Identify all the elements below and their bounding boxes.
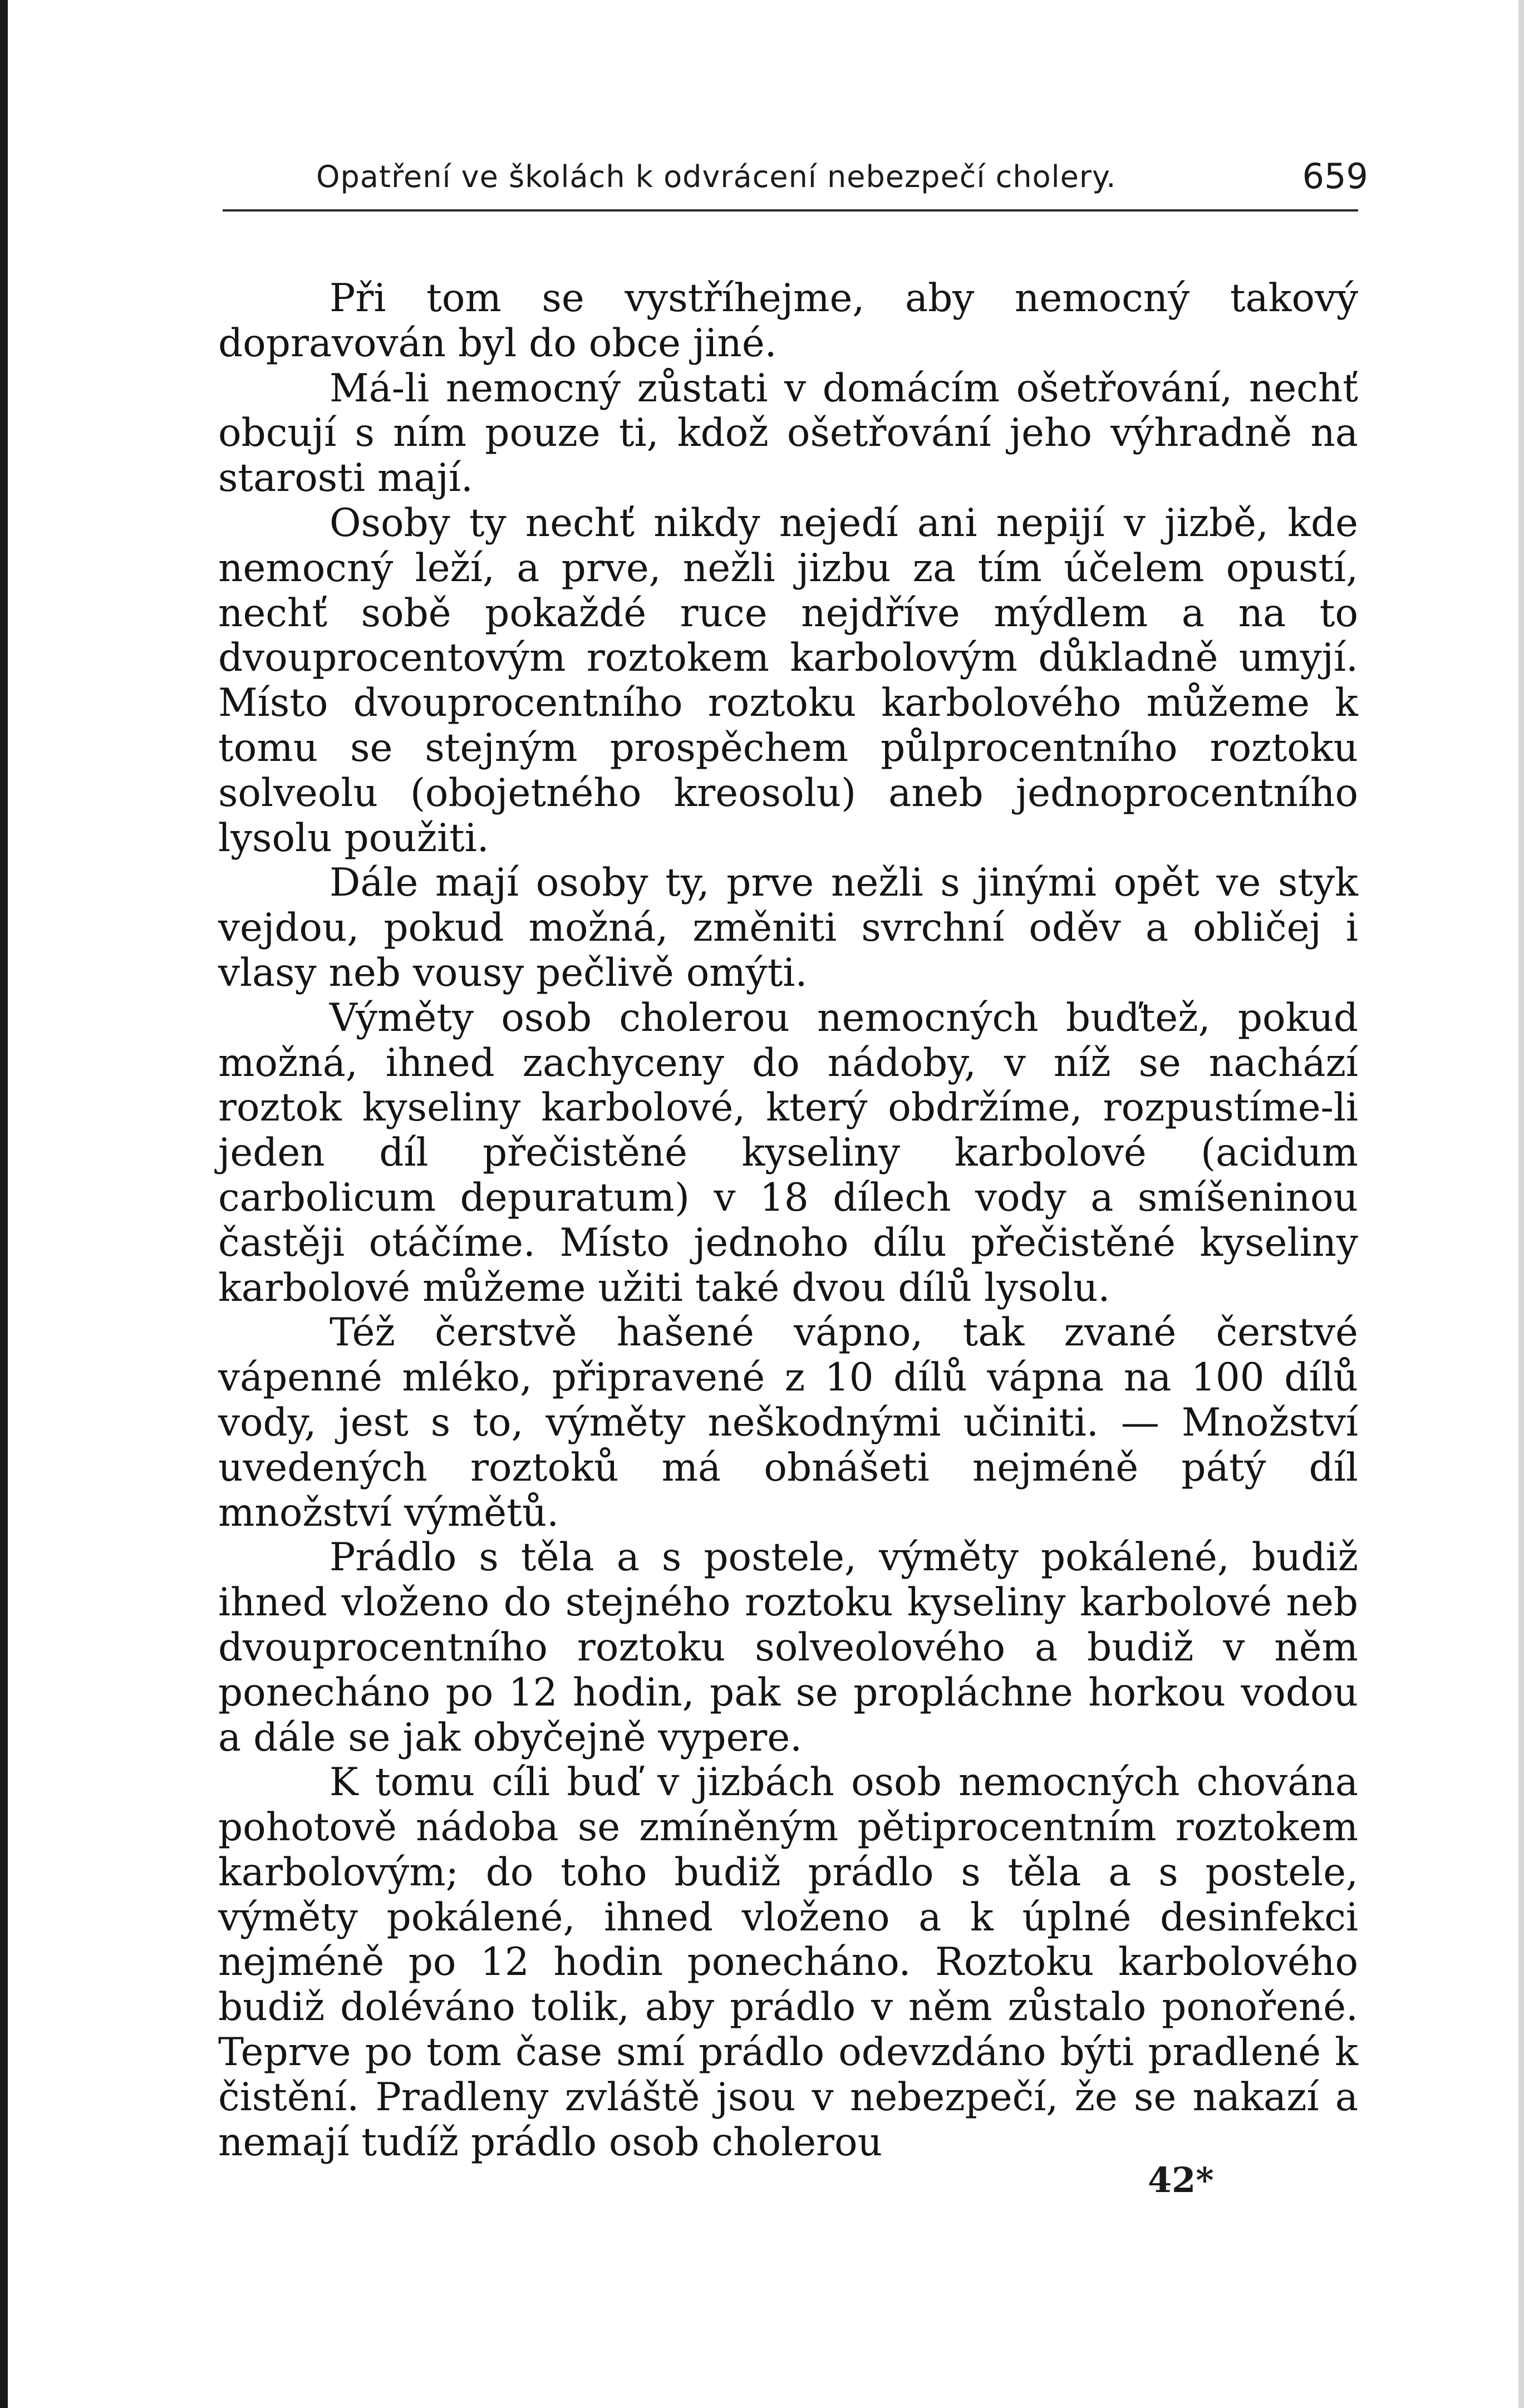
paragraph: Má-li nemocný zůstati v domácím ošetřování, nechť obcují s ním pouze ti, kdož ošetřování jeho výhradně na starosti mají. [218, 366, 1358, 501]
header-rule [223, 209, 1358, 212]
page-header [316, 149, 1368, 199]
page-number: 659 [1302, 156, 1368, 196]
signature-mark: 42* [1148, 2160, 1214, 2200]
running-title: Opatření ve školách k odvrácení nebezpečí cholery. [316, 159, 1117, 194]
paragraph: Prádlo s těla a s postele, výměty pokálené, budiž ihned vloženo do stejného roztoku kyseliny karbolové neb dvouprocentního roztoku solveolového a budiž v něm ponecháno po 12 hodin, pak se propláchne horkou vodou a dále se jak obyčejně vypere. [218, 1535, 1358, 1760]
paragraph: Při tom se vystříhejme, aby nemocný takový dopravován byl do obce jiné. [218, 276, 1358, 366]
paragraph: K tomu cíli buď v jizbách osob nemocných chována pohotově nádoba se zmíněným pětiprocentním roztokem karbolovým; do toho budiž prádlo s těla a s postele, výměty pokálené, ihned vloženo a k úplné desinfekci nejméně po 12 hodin ponecháno. Roztoku karbolového budiž doléváno tolik, aby prádlo v něm zůstalo ponořené. Teprve po tom čase smí prádlo odevzdáno býti pradlené k čistění. Pradleny zvláště jsou v nebezpečí, že se nakazí a nemají tudíž prádlo osob cholerou [218, 1760, 1358, 2165]
paragraph: Též čerstvě hašené vápno, tak zvané čerstvé vápenné mléko, připravené z 10 dílů vápna na 100 dílů vody, jest s to, výměty neškodnými učiniti. — Množství uvedených roztoků má obnášeti nejméně pátý díl množství výmětů. [218, 1310, 1358, 1535]
paragraph: Výměty osob cholerou nemocných buďtež, pokud možná, ihned zachyceny do nádoby, v níž se nachází roztok kyseliny karbolové, který obdržíme, rozpustíme-li jeden díl přečistěné kyseliny karbolové (acidum carbolicum depuratum) v 18 dílech vody a smíšeninou častěji otáčíme. Místo jednoho dílu přečistěné kyseliny karbolové můžeme užiti také dvou dílů lysolu. [218, 995, 1358, 1310]
body-text [218, 276, 1358, 2165]
paragraph: Osoby ty nechť nikdy nejedí ani nepijí v jizbě, kde nemocný leží, a prve, nežli jizbu za tím účelem opustí, nechť sobě pokaždé ruce nejdříve mýdlem a na to dvouprocentovým roztokem karbolovým důkladně umyjí. Místo dvouprocentního roztoku karbolového můžeme k tomu se stejným prospěchem půlprocentního roztoku solveolu (obojetného kreosolu) aneb jednoprocentního lysolu použiti. [218, 500, 1358, 861]
page-edge-right [1518, 0, 1524, 2408]
page-edge-left [0, 0, 8, 2408]
paragraph: Dále mají osoby ty, prve nežli s jinými opět ve styk vejdou, pokud možná, změniti svrchní oděv a obličej i vlasy neb vousy pečlivě omýti. [218, 861, 1358, 995]
